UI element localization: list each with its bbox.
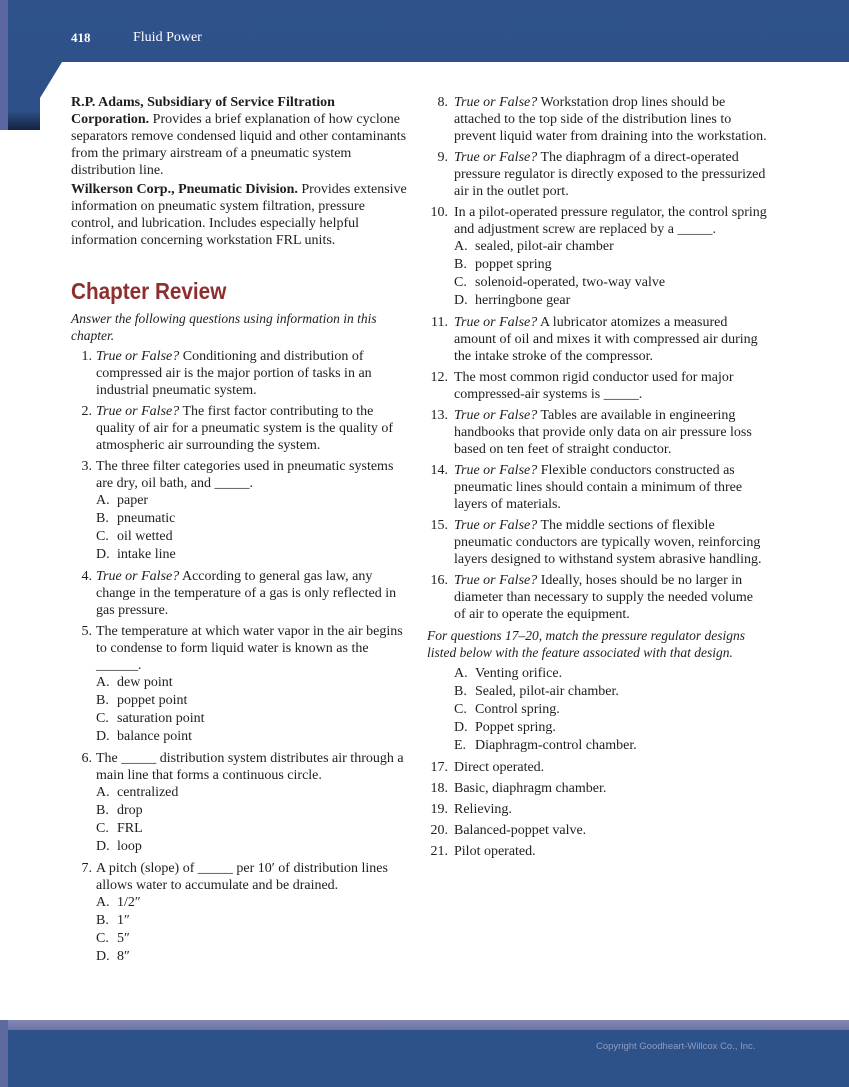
answer-option — [96, 894, 407, 912]
option-text: Diaphragm-control chamber. — [475, 738, 637, 753]
question-item — [427, 462, 767, 513]
page-number: 418 — [71, 30, 91, 45]
question-number: 14. — [430, 463, 448, 478]
true-false-label: True or False? — [454, 408, 538, 423]
answer-option — [96, 728, 407, 746]
option-letter: C. — [454, 275, 467, 290]
answer-option — [454, 256, 767, 274]
answer-option — [96, 912, 407, 930]
true-false-label: True or False? — [454, 150, 538, 165]
option-text: poppet point — [117, 693, 188, 708]
footer-edge — [0, 1020, 8, 1087]
question-number: 18. — [430, 781, 448, 796]
matching-option — [427, 701, 767, 719]
section-heading: Chapter Review — [71, 278, 227, 304]
option-text: saturation point — [117, 711, 205, 726]
question-body: Conditioning and distribution of compressed air is the major portion of tasks in an industrial pneumatic system. — [96, 349, 372, 398]
question-body: The most common rigid conductor used for major compressed-air systems is _____. — [454, 370, 734, 402]
question-number: 13. — [430, 408, 448, 423]
matching-question — [427, 822, 767, 839]
question-number: 5. — [81, 624, 92, 639]
answer-option — [96, 820, 407, 838]
option-letter: C. — [96, 529, 109, 544]
matching-question — [427, 780, 767, 797]
option-letter: A. — [454, 666, 468, 681]
option-text: sealed, pilot-air chamber — [475, 239, 614, 254]
option-text: oil wetted — [117, 529, 173, 544]
question-number: 8. — [437, 95, 448, 110]
question-number: 19. — [430, 802, 448, 817]
option-text: Control spring. — [475, 702, 560, 717]
matching-question — [427, 843, 767, 860]
option-text: paper — [117, 493, 149, 508]
question-text — [454, 315, 758, 364]
answer-option — [454, 274, 767, 292]
question-number: 1. — [81, 349, 92, 364]
question-item — [71, 568, 407, 619]
option-letter: D. — [96, 729, 110, 744]
option-letter: A. — [96, 493, 110, 508]
option-text: 8″ — [117, 949, 130, 964]
question-body: The _____ distribution system distributes air through a main line that forms a continuous circle. — [96, 751, 404, 783]
question-item — [427, 407, 767, 458]
question-item — [71, 403, 407, 454]
question-item — [71, 623, 407, 746]
question-text — [96, 861, 388, 893]
option-text: poppet spring — [475, 257, 552, 272]
question-item — [427, 314, 767, 365]
option-text: drop — [117, 803, 143, 818]
option-text: 1″ — [117, 913, 130, 928]
question-number: 6. — [81, 751, 92, 766]
option-text: dew point — [117, 675, 173, 690]
question-body: The first factor contributing to the quality of air for a pneumatic system is the quality of atmospheric air surrounding the system. — [96, 404, 394, 453]
question-body: Workstation drop lines should be attached to the top side of the distribution lines to prevent liquid water from draining into the workstation. — [454, 95, 767, 144]
resource-description: Provides a brief explanation of how cyclone separators remove condensed liquid and other contaminants from the primary airstream of a pneumatic system distribution line. — [71, 112, 407, 178]
question-body: Tables are available in engineering handbooks that provide only data on air pressure loss based on ten feet of straight conductor. — [454, 408, 752, 457]
question-number: 20. — [430, 823, 448, 838]
matching-option — [427, 665, 767, 683]
question-text — [96, 349, 372, 398]
question-number: 16. — [430, 573, 448, 588]
question-text: Balanced-poppet valve. — [454, 823, 587, 838]
question-item — [71, 348, 407, 399]
question-item — [71, 458, 407, 564]
question-number: 15. — [430, 518, 448, 533]
true-false-label: True or False? — [96, 349, 180, 364]
resource-name: R.P. Adams, Subsidiary of Service Filtration Corporation. — [71, 95, 335, 127]
question-text — [96, 404, 393, 453]
option-text: 5″ — [117, 931, 130, 946]
option-letter: C. — [96, 711, 109, 726]
right-column — [427, 94, 767, 864]
answer-option — [454, 238, 767, 256]
question-body: The temperature at which water vapor in the air begins to condense to form liquid water is known as the ______. — [96, 624, 403, 673]
question-number: 9. — [437, 150, 448, 165]
question-text — [454, 150, 765, 199]
option-text: centralized — [117, 785, 179, 800]
answer-option — [96, 510, 407, 528]
resource-entry — [71, 94, 407, 179]
question-text — [454, 518, 762, 567]
question-text: Pilot operated. — [454, 844, 536, 859]
question-body: Ideally, hoses should be no larger in diameter than necessary to supply the needed volume of air to operate the equipment. — [454, 573, 753, 622]
section-intro: Answer the following questions using information in this chapter. — [71, 311, 377, 343]
matching-option — [427, 737, 767, 755]
question-body: According to general gas law, any change in the temperature of a gas is only reflected in gas pressure. — [96, 569, 397, 618]
question-number: 21. — [430, 844, 448, 859]
question-number: 17. — [430, 760, 448, 775]
question-text — [96, 569, 396, 618]
resource-entry — [71, 181, 407, 249]
question-number: 3. — [81, 459, 92, 474]
question-text — [96, 624, 403, 673]
true-false-label: True or False? — [454, 573, 538, 588]
answer-option — [96, 692, 407, 710]
question-number: 4. — [81, 569, 92, 584]
question-item — [71, 860, 407, 966]
question-number: 2. — [81, 404, 92, 419]
question-body: The middle sections of flexible pneumatic conductors are typically woven, reinforcing layers designed to withstand system abrasive handling. — [454, 518, 762, 567]
option-letter: C. — [454, 702, 467, 717]
left-column — [71, 94, 407, 970]
question-body: A lubricator atomizes a measured amount of oil and mixes it with compressed air during the intake stroke of the compressor. — [454, 315, 758, 364]
answer-option — [96, 674, 407, 692]
question-item — [427, 517, 767, 568]
option-letter: E. — [454, 738, 467, 753]
question-item — [427, 94, 767, 145]
option-letter: A. — [96, 895, 110, 910]
option-letter: B. — [454, 684, 467, 699]
true-false-label: True or False? — [454, 518, 538, 533]
option-letter: B. — [96, 803, 109, 818]
question-number: 11. — [431, 315, 448, 330]
resource-name: Wilkerson Corp., Pneumatic Division. — [71, 182, 298, 197]
option-text: balance point — [117, 729, 193, 744]
question-body: The three filter categories used in pneumatic systems are dry, oil bath, and _____. — [96, 459, 394, 491]
option-text: pneumatic — [117, 511, 176, 526]
question-text — [454, 370, 734, 402]
answer-option — [96, 838, 407, 856]
option-letter: D. — [454, 293, 468, 308]
matching-question — [427, 759, 767, 776]
matching-option — [427, 683, 767, 701]
option-letter: D. — [96, 949, 110, 964]
question-text — [454, 95, 767, 144]
option-letter: D. — [454, 720, 468, 735]
book-title: Fluid Power — [133, 30, 202, 45]
answer-option — [96, 546, 407, 564]
matching-question — [427, 801, 767, 818]
question-body: Flexible conductors constructed as pneumatic lines should contain a minimum of three layers of materials. — [454, 463, 743, 512]
answer-option — [96, 528, 407, 546]
answer-option — [96, 948, 407, 966]
answer-option — [96, 802, 407, 820]
question-text: Direct operated. — [454, 760, 545, 775]
question-text — [96, 751, 404, 783]
question-text — [96, 459, 393, 491]
option-letter: A. — [96, 675, 110, 690]
question-number: 12. — [430, 370, 448, 385]
question-item — [71, 750, 407, 856]
question-body: The diaphragm of a direct-operated pressure regulator is directly exposed to the pressurized air in the outlet port. — [454, 150, 766, 199]
question-item — [427, 369, 767, 403]
matching-option — [427, 719, 767, 737]
option-letter: D. — [96, 839, 110, 854]
question-body: A pitch (slope) of _____ per 10′ of distribution lines allows water to accumulate and be drained. — [96, 861, 388, 893]
option-text: solenoid-operated, two-way valve — [475, 275, 666, 290]
answer-option — [96, 492, 407, 510]
question-number: 7. — [81, 861, 92, 876]
answer-option — [96, 784, 407, 802]
option-letter: C. — [96, 821, 109, 836]
option-letter: C. — [96, 931, 109, 946]
true-false-label: True or False? — [96, 404, 180, 419]
option-letter: B. — [454, 257, 467, 272]
option-letter: B. — [96, 913, 109, 928]
option-text: loop — [117, 839, 142, 854]
option-letter: A. — [96, 785, 110, 800]
option-letter: B. — [96, 693, 109, 708]
true-false-label: True or False? — [454, 463, 538, 478]
answer-option — [96, 930, 407, 948]
true-false-label: True or False? — [96, 569, 180, 584]
question-item — [427, 204, 767, 310]
option-text: herringbone gear — [475, 293, 571, 308]
question-number: 10. — [430, 205, 448, 220]
true-false-label: True or False? — [454, 95, 538, 110]
question-item — [427, 149, 767, 200]
copyright: Copyright Goodheart-Willcox Co., Inc. — [596, 1041, 756, 1052]
answer-option — [454, 292, 767, 310]
resource-description: Provides extensive information on pneumatic system filtration, pressure control, and lubrication. Includes especially helpful information concerning workstation FRL units. — [71, 182, 407, 248]
question-text — [454, 205, 767, 237]
question-item — [427, 572, 767, 623]
option-text: Sealed, pilot-air chamber. — [475, 684, 619, 699]
question-body: In a pilot-operated pressure regulator, the control spring and adjustment screw are replaced by a _____. — [454, 205, 767, 237]
question-text: Basic, diaphragm chamber. — [454, 781, 607, 796]
question-text — [454, 408, 752, 457]
footer-banner — [0, 1020, 849, 1087]
question-text — [454, 463, 742, 512]
option-text: Poppet spring. — [475, 720, 556, 735]
option-text: 1/2″ — [117, 895, 141, 910]
option-letter: B. — [96, 511, 109, 526]
answer-option — [96, 710, 407, 728]
option-letter: D. — [96, 547, 110, 562]
footer-band — [0, 1020, 849, 1030]
question-text — [454, 573, 753, 622]
option-text: Venting orifice. — [475, 666, 563, 681]
option-text: FRL — [117, 821, 143, 836]
option-letter: A. — [454, 239, 468, 254]
option-text: intake line — [117, 547, 176, 562]
question-text: Relieving. — [454, 802, 512, 817]
matching-intro: For questions 17–20, match the pressure regulator designs listed below with the feature associated with that design. — [427, 628, 745, 660]
true-false-label: True or False? — [454, 315, 538, 330]
